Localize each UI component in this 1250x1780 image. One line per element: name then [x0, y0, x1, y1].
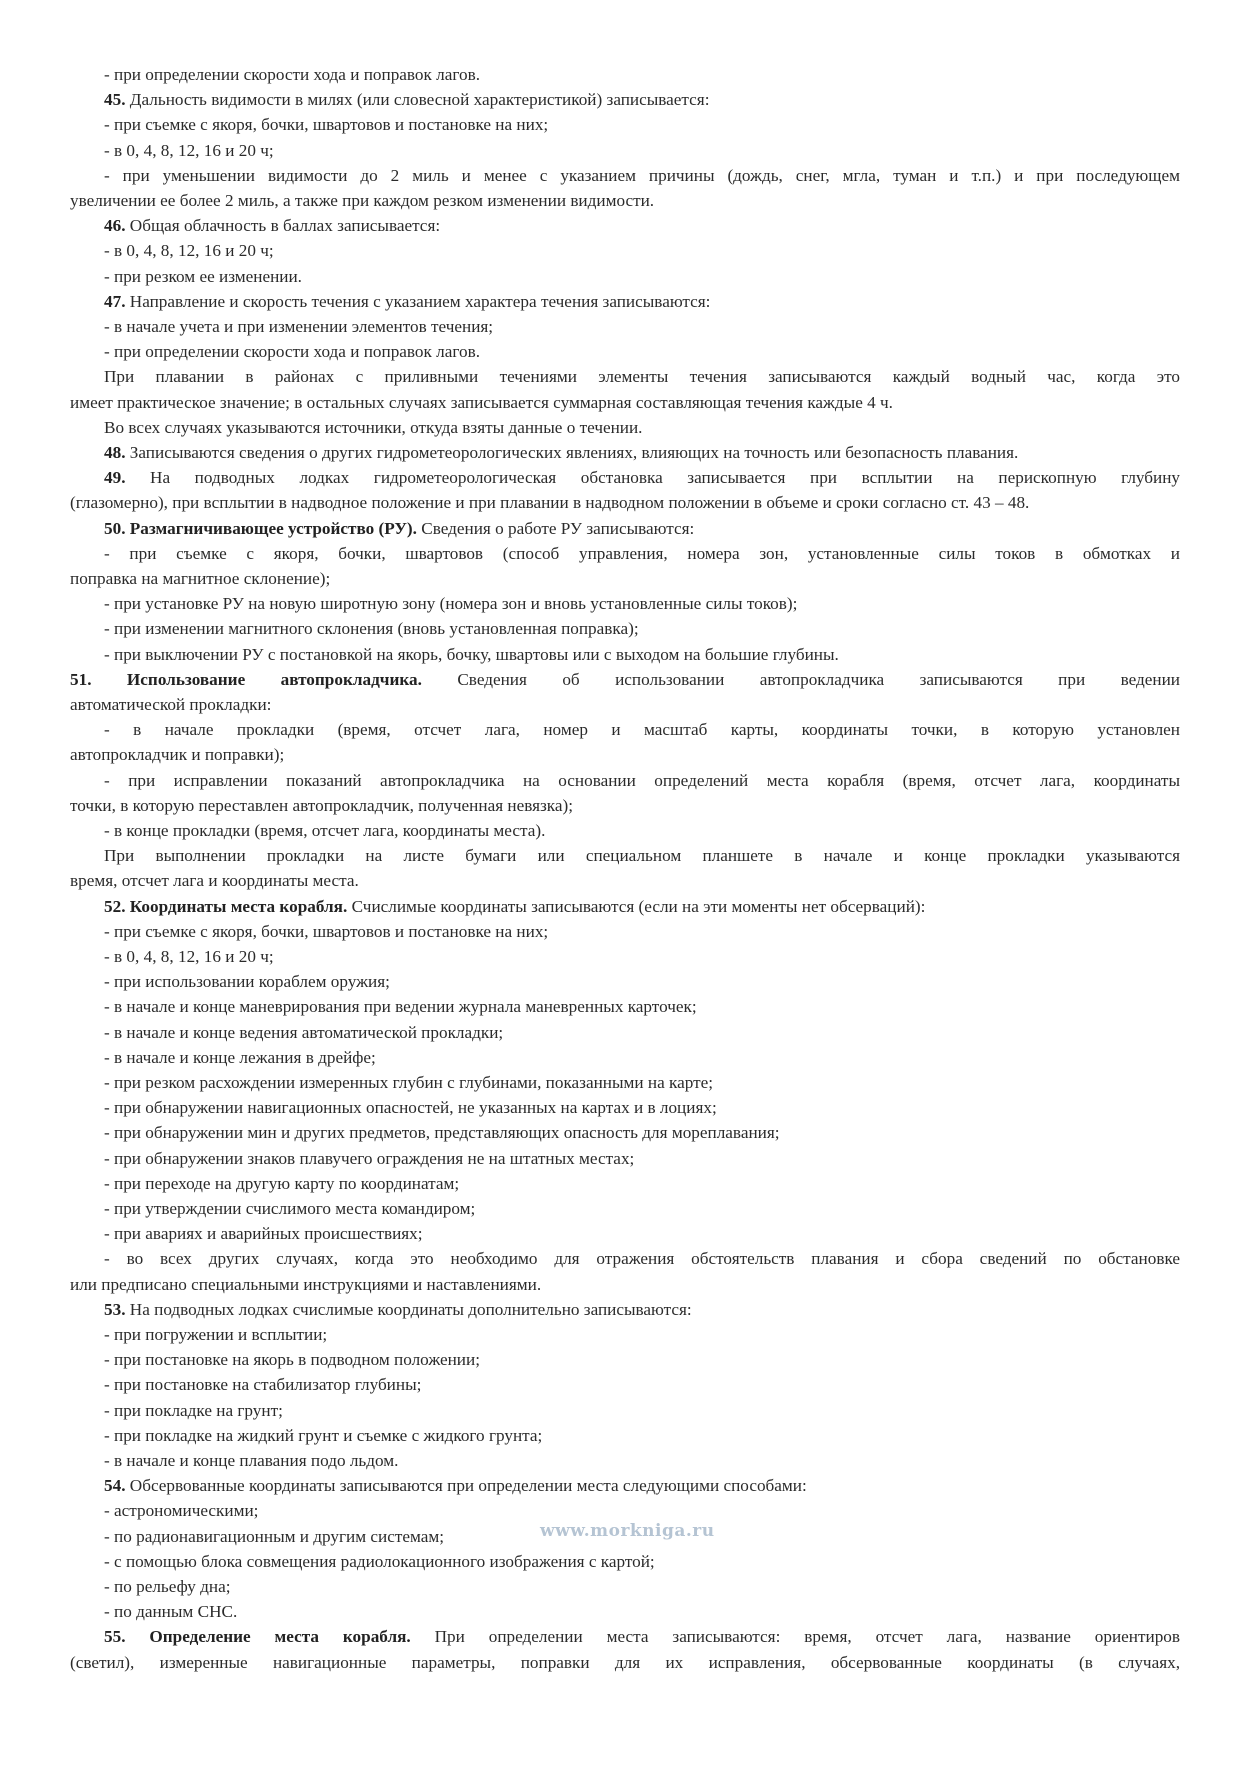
line-text: - в конце прокладки (время, отсчет лага, координаты места).	[104, 820, 546, 840]
text-line	[70, 843, 1180, 868]
text-line	[70, 1650, 1180, 1675]
line-text: - при обнаружении навигационных опасностей, не указанных на картах и в лоциях;	[104, 1098, 717, 1118]
line-text: Записываются сведения о других гидрометеорологических явлениях, влияющих на точность или безопасность плавания.	[125, 443, 1019, 463]
line-text: На подводных лодках гидрометеорологическая обстановка записывается при всплытии на перископную глубину	[125, 468, 1180, 488]
text-line	[70, 1498, 1180, 1523]
text-line	[70, 1599, 1180, 1624]
text-line	[70, 1398, 1180, 1423]
text-line	[70, 1246, 1180, 1271]
text-line	[70, 213, 1180, 238]
section-heading: 45.	[104, 90, 126, 110]
text-line	[70, 238, 1180, 263]
line-text: - во всех других случаях, когда это необходимо для отражения обстоятельств плавания и сбора сведений по обстановке	[104, 1249, 1180, 1269]
text-line	[70, 894, 1180, 919]
line-text: имеет практическое значение; в остальных случаях записывается суммарная составляющая течения каждые 4 ч.	[70, 392, 893, 412]
text-line	[70, 1095, 1180, 1120]
line-text: - при обнаружении мин и других предметов, представляющих опасность для мореплавания;	[104, 1123, 780, 1143]
text-line	[70, 138, 1180, 163]
line-text: При плавании в районах с приливными течениями элементы течения записываются каждый водный час, когда это	[104, 367, 1180, 387]
line-text: - при утверждении счислимого места командиром;	[104, 1199, 476, 1219]
text-line	[70, 1624, 1180, 1649]
line-text: - астрономическими;	[104, 1501, 259, 1521]
section-heading: 50. Размагничивающее устройство (РУ).	[104, 518, 417, 538]
line-text: - при съемке с якоря, бочки, швартовов и постановке на них;	[104, 921, 549, 941]
section-heading: 53.	[104, 1299, 126, 1319]
text-line	[70, 364, 1180, 389]
line-text: - в начале и конце ведения автоматической прокладки;	[104, 1022, 504, 1042]
text-line	[70, 692, 1180, 717]
text-line	[70, 1221, 1180, 1246]
line-text: Направление и скорость течения с указанием характера течения записываются:	[125, 291, 711, 311]
line-text: - в 0, 4, 8, 12, 16 и 20 ч;	[104, 241, 274, 261]
line-text: или предписано специальными инструкциями и наставлениями.	[70, 1274, 542, 1294]
text-line	[70, 390, 1180, 415]
text-line	[70, 339, 1180, 364]
text-line	[70, 642, 1180, 667]
watermark: www.morkniga.ru	[540, 1521, 715, 1541]
line-text: - в начале учета и при изменении элементов течения;	[104, 317, 494, 337]
text-line	[70, 490, 1180, 515]
line-text: - при постановке на стабилизатор глубины;	[104, 1375, 422, 1395]
line-text: автоматической прокладки:	[70, 695, 272, 714]
text-line	[70, 1448, 1180, 1473]
section-heading: 47.	[104, 291, 126, 311]
text-line	[70, 969, 1180, 994]
line-text: - по рельефу дна;	[104, 1577, 231, 1597]
text-line	[70, 768, 1180, 793]
line-text: - при изменении магнитного склонения (вновь установленная поправка);	[104, 619, 639, 639]
text-line	[70, 1196, 1180, 1221]
text-line	[70, 1020, 1180, 1045]
section-heading: 49.	[104, 468, 126, 488]
text-line	[70, 415, 1180, 440]
line-text: Во всех случаях указываются источники, откуда взяты данные о течении.	[104, 417, 643, 437]
line-text: - при исправлении показаний автопрокладчика на основании определений места корабля (время, отсчет лага, координаты	[104, 770, 1180, 790]
line-text: автопрокладчик и поправки);	[70, 745, 285, 765]
text-line	[70, 1120, 1180, 1145]
line-text: - по данным СНС.	[104, 1602, 238, 1622]
section-heading: 54.	[104, 1476, 126, 1496]
text-line	[70, 264, 1180, 289]
section-heading: 51. Использование автопрокладчика.	[70, 669, 422, 689]
document-page	[70, 62, 1180, 1675]
text-line	[70, 1297, 1180, 1322]
line-text: увеличении ее более 2 миль, а также при каждом резком изменении видимости.	[70, 191, 655, 210]
text-line	[70, 1473, 1180, 1498]
line-text: - при авариях и аварийных происшествиях;	[104, 1224, 423, 1244]
section-heading: 55. Определение места корабля.	[104, 1627, 411, 1647]
text-line	[70, 62, 1180, 87]
line-text: - в 0, 4, 8, 12, 16 и 20 ч;	[104, 946, 274, 966]
text-line	[70, 516, 1180, 541]
text-line	[70, 717, 1180, 742]
line-text: - при резком расхождении измеренных глубин с глубинами, показанными на карте;	[104, 1073, 714, 1092]
text-line	[70, 440, 1180, 465]
text-line	[70, 616, 1180, 641]
text-line	[70, 1372, 1180, 1397]
line-text: Дальность видимости в милях (или словесной характеристикой) записывается:	[125, 90, 710, 110]
text-line	[70, 793, 1180, 818]
text-line	[70, 667, 1180, 692]
text-line	[70, 188, 1180, 213]
text-line	[70, 465, 1180, 490]
section-heading: 48.	[104, 443, 126, 463]
line-text: - с помощью блока совмещения радиолокационного изображения с картой;	[104, 1551, 655, 1571]
line-text: - при резком ее изменении.	[104, 266, 302, 286]
line-text: - при покладке на жидкий грунт и съемке с жидкого грунта;	[104, 1425, 543, 1445]
text-line	[70, 1423, 1180, 1448]
line-text: - при съемке с якоря, бочки, швартовов и постановке на них;	[104, 115, 549, 135]
text-line	[70, 1070, 1180, 1095]
line-text: Общая облачность в баллах записывается:	[125, 216, 441, 236]
text-line	[70, 1322, 1180, 1347]
text-line	[70, 818, 1180, 843]
line-text: - при определении скорости хода и поправок лагов.	[104, 342, 480, 362]
line-text: - в начале и конце плавания подо льдом.	[104, 1451, 399, 1471]
text-line	[70, 87, 1180, 112]
text-line	[70, 1549, 1180, 1574]
text-line	[70, 868, 1180, 893]
line-text: - при обнаружении знаков плавучего ограждения не на штатных местах;	[104, 1148, 635, 1168]
text-line	[70, 919, 1180, 944]
text-line	[70, 591, 1180, 616]
line-text: - при определении скорости хода и поправок лагов.	[104, 65, 480, 84]
text-line	[70, 1347, 1180, 1372]
line-text: - в 0, 4, 8, 12, 16 и 20 ч;	[104, 140, 274, 160]
line-text: - при установке РУ на новую широтную зону (номера зон и вновь установленные силы токов);	[104, 594, 798, 614]
line-text: - при уменьшении видимости до 2 миль и менее с указанием причины (дождь, снег, мгла, туман и т.п.) и при последующем	[104, 165, 1180, 185]
line-text: Обсервованные координаты записываются при определении места следующими способами:	[125, 1476, 807, 1496]
text-line	[70, 1045, 1180, 1070]
line-text: Счислимые координаты записываются (если на эти моменты нет обсерваций):	[347, 896, 926, 916]
line-text: - по радионавигационным и другим системам;	[104, 1526, 445, 1546]
text-line	[70, 1574, 1180, 1599]
text-line	[70, 742, 1180, 767]
line-text: - в начале прокладки (время, отсчет лага, номер и масштаб карты, координаты точки, в которую установлен	[104, 720, 1180, 740]
text-line	[70, 289, 1180, 314]
line-text: точки, в которую переставлен автопрокладчик, полученная невязка);	[70, 795, 574, 815]
text-line	[70, 314, 1180, 339]
line-text: поправка на магнитное склонение);	[70, 569, 331, 588]
line-text: При определении места записываются: время, отсчет лага, название ориентиров	[410, 1627, 1180, 1647]
line-text: - в начале и конце маневрирования при ведении журнала маневренных карточек;	[104, 997, 697, 1017]
line-text: - при выключении РУ с постановкой на якорь, бочку, швартовы или с выходом на большие глубины.	[104, 644, 839, 664]
text-line	[70, 541, 1180, 566]
text-line	[70, 1146, 1180, 1171]
line-text: При выполнении прокладки на листе бумаги или специальном планшете в начале и конце прокладки указываются	[104, 846, 1180, 866]
text-line	[70, 112, 1180, 137]
line-text: (светил), измеренные навигационные параметры, поправки для их исправления, обсервованные координаты (в случаях,	[70, 1652, 1180, 1672]
line-text: - при переходе на другую карту по координатам;	[104, 1173, 460, 1193]
text-line	[70, 994, 1180, 1019]
line-text: Сведения об использовании автопрокладчика записываются при ведении	[421, 669, 1180, 689]
line-text: - в начале и конце лежания в дрейфе;	[104, 1047, 376, 1067]
line-text: - при постановке на якорь в подводном положении;	[104, 1350, 480, 1370]
line-text: время, отсчет лага и координаты места.	[70, 871, 359, 891]
text-line	[70, 163, 1180, 188]
line-text: - при покладке на грунт;	[104, 1400, 283, 1420]
text-line	[70, 944, 1180, 969]
text-line	[70, 566, 1180, 591]
line-text: - при съемке с якоря, бочки, швартовов (способ управления, номера зон, установленные силы токов в обмотках и	[104, 543, 1180, 563]
line-text: (глазомерно), при всплытии в надводное положение и при плавании в надводном положении в объеме и сроки согласно ст. 43 – 48.	[70, 493, 1030, 513]
section-heading: 46.	[104, 216, 126, 236]
line-text: - при использовании кораблем оружия;	[104, 972, 390, 992]
text-line	[70, 1272, 1180, 1297]
text-line	[70, 1171, 1180, 1196]
section-heading: 52. Координаты места корабля.	[104, 896, 348, 916]
line-text: - при погружении и всплытии;	[104, 1325, 328, 1345]
line-text: На подводных лодках счислимые координаты дополнительно записываются:	[125, 1299, 692, 1319]
line-text: Сведения о работе РУ записываются:	[416, 518, 695, 538]
